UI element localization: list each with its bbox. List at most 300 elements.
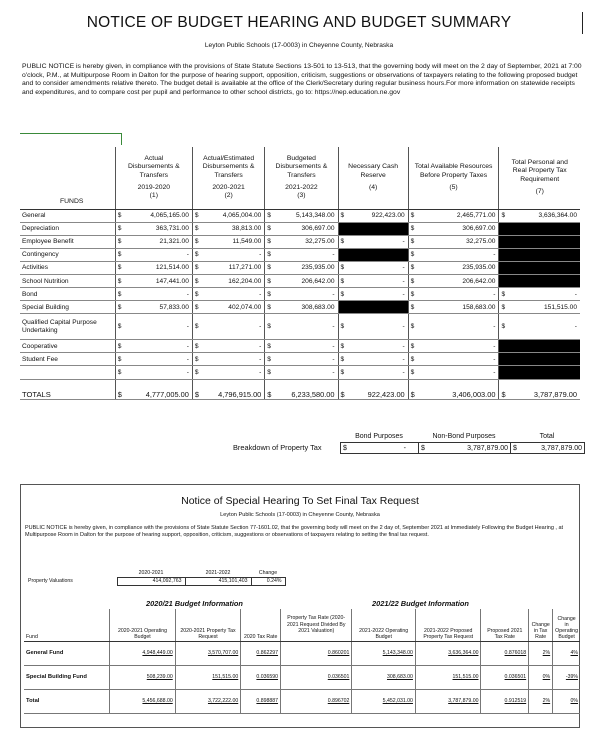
final-cell xyxy=(529,689,553,713)
currency-sign xyxy=(499,353,508,366)
currency-sign: $ xyxy=(338,314,347,340)
final-tax-request-table xyxy=(24,609,580,714)
final-cell xyxy=(110,689,176,713)
currency-sign: $ xyxy=(192,261,201,274)
currency-sign: $ xyxy=(192,314,201,340)
currency-sign: $ xyxy=(265,288,274,301)
cell-c2: - xyxy=(201,340,265,353)
property-valuations-table xyxy=(25,569,286,586)
column-number: (2) xyxy=(224,192,233,200)
final-cell-value: 3,636,364.00 xyxy=(448,650,479,656)
column-year: 2020-2021 xyxy=(212,183,245,191)
final-cell-value: 5,456,688.00 xyxy=(142,698,173,704)
cell-c4: - xyxy=(347,274,409,287)
budget-row xyxy=(20,261,580,274)
column-number: (3) xyxy=(297,192,306,200)
final-cell-value: 5,452,031.00 xyxy=(382,698,413,704)
currency-sign: $ xyxy=(408,353,417,366)
final-cell-value: 3,570,707.00 xyxy=(207,650,239,656)
final-cell-value: 3,787,879.00 xyxy=(448,698,479,704)
final-col-header-8: Change in Tax Rate xyxy=(529,609,553,641)
breakdown-total-value: $ 3,787,879.00 xyxy=(511,443,585,454)
final-cell xyxy=(529,641,553,665)
final-cell-value: 0.876018 xyxy=(504,650,527,656)
final-col-header-1: 2020-2021 Operating Budget xyxy=(110,609,176,641)
fund-name: Contingency xyxy=(20,248,115,261)
cell-c7 xyxy=(508,366,580,379)
currency-sign: $ xyxy=(115,209,124,222)
fund-name: Student Fee xyxy=(20,353,115,366)
cell-c3: 5,143,348.00 xyxy=(273,209,338,222)
cell-c1: 4,065,165.00 xyxy=(124,209,193,222)
cell-c2: 4,065,004.00 xyxy=(201,209,265,222)
final-cell-value: -39% xyxy=(565,674,578,680)
currency-sign xyxy=(338,248,347,261)
fund-name: Cooperative xyxy=(20,340,115,353)
final-fund-name: Special Building Fund xyxy=(24,665,110,689)
currency-sign: $ xyxy=(115,235,124,248)
cell-c7: 151,515.00 xyxy=(508,301,580,314)
total-c4: 922,423.00 xyxy=(347,379,409,399)
cell-c3: - xyxy=(273,366,338,379)
cell-c4: - xyxy=(347,261,409,274)
non-bond-purposes-label: Non-Bond Purposes xyxy=(432,433,496,440)
breakdown-headers xyxy=(340,433,584,440)
final-cell-value: 0% xyxy=(570,698,578,704)
final-col-header-5: 2021-2022 Operating Budget xyxy=(352,609,416,641)
cell-c4: - xyxy=(347,340,409,353)
final-cell xyxy=(175,689,241,713)
final-cell xyxy=(352,689,416,713)
budget-row xyxy=(20,288,580,301)
funds-header: FUNDS xyxy=(20,147,115,209)
cell-c5: - xyxy=(417,248,499,261)
final-col-header-3: 2020 Tax Rate xyxy=(241,609,281,641)
final-cell-value: 0% xyxy=(542,674,551,680)
final-col-header-9: Change in Operating Budget xyxy=(553,609,580,641)
currency-sign: $ xyxy=(408,209,417,222)
currency-sign: $ xyxy=(408,222,417,235)
valuation-2020: 414,092,763 xyxy=(117,577,185,585)
currency-sign: $ xyxy=(499,301,508,314)
currency-sign: $ xyxy=(408,340,417,353)
cell-c7 xyxy=(508,274,580,287)
currency-sign: $ xyxy=(192,209,201,222)
currency-sign: $ xyxy=(408,314,417,340)
currency-sign: $ xyxy=(265,314,274,340)
currency-sign xyxy=(338,222,347,235)
cell-c2: - xyxy=(201,366,265,379)
final-fund-name: General Fund xyxy=(24,641,110,665)
column-title: Total Available Resources Before Property Taxes xyxy=(414,163,493,179)
totals-label: TOTALS xyxy=(20,379,115,399)
currency-sign: $ xyxy=(265,274,274,287)
currency-sign: $ xyxy=(408,261,417,274)
final-cell xyxy=(110,665,176,689)
column-title: Necessary Cash Reserve xyxy=(348,163,399,179)
cell-c2: - xyxy=(201,314,265,340)
final-cell-value: 508,239.00 xyxy=(146,674,173,680)
fund-name: Depreciation xyxy=(20,222,115,235)
currency-sign: $ xyxy=(115,353,124,366)
budget-row xyxy=(20,222,580,235)
cell-c1: - xyxy=(124,366,193,379)
final-cell-value: 151,515.00 xyxy=(212,674,239,680)
title-rule xyxy=(582,12,583,34)
final-cell xyxy=(281,641,352,665)
currency-sign xyxy=(499,235,508,248)
budget-row xyxy=(20,248,580,261)
final-cell-value: 0.036501 xyxy=(327,674,350,680)
cell-c5: - xyxy=(417,288,499,301)
final-cell-value: 2% xyxy=(542,650,551,656)
section-2020-header: 2020/21 Budget Information xyxy=(146,599,243,608)
final-cell xyxy=(481,665,529,689)
currency-sign: $ xyxy=(192,274,201,287)
cell-c5: 306,697.00 xyxy=(417,222,499,235)
final-cell xyxy=(553,689,580,713)
final-cell xyxy=(352,665,416,689)
cell-c7 xyxy=(508,353,580,366)
final-cell xyxy=(241,689,281,713)
totals-row xyxy=(20,379,580,399)
column-header-1 xyxy=(115,147,192,209)
currency-sign: $ xyxy=(499,209,508,222)
currency-sign: $ xyxy=(192,288,201,301)
column-header-4 xyxy=(338,147,408,209)
currency-sign: $ xyxy=(265,353,274,366)
valuation-year-1: 2020-2021 xyxy=(138,569,164,576)
cell-c3: 32,275.00 xyxy=(273,235,338,248)
breakdown-values xyxy=(340,442,585,454)
cell-c4: - xyxy=(347,314,409,340)
valuation-change-label: Change xyxy=(258,569,278,576)
budget-row xyxy=(20,353,580,366)
column-number: (7) xyxy=(535,188,544,196)
column-year: 2021-2022 xyxy=(285,183,318,191)
final-cell xyxy=(553,641,580,665)
final-col-header-2: 2020-2021 Property Tax Request xyxy=(175,609,241,641)
currency-sign: $ xyxy=(265,248,274,261)
currency-sign: $ xyxy=(338,353,347,366)
currency-sign: $ xyxy=(115,314,124,340)
final-fund-name: Total xyxy=(24,689,110,713)
district-subtitle: Leyton Public Schools (17-0003) in Cheyenne County, Nebraska xyxy=(204,42,394,49)
fund-name: General xyxy=(20,209,115,222)
cell-c3: - xyxy=(273,248,338,261)
non-bond-purposes-value: $ 3,787,879.00 xyxy=(419,443,511,454)
section-2021-header: 2021/22 Budget Information xyxy=(372,599,469,608)
hearing-subtitle: Leyton Public Schools (17-0003) in Cheyenne County, Nebraska xyxy=(220,512,380,518)
breakdown-label: Breakdown of Property Tax xyxy=(233,443,322,452)
final-cell xyxy=(415,665,481,689)
column-title: Total Personal and Real Property Tax Requirement xyxy=(511,158,568,183)
currency-sign: $ xyxy=(192,340,201,353)
column-title: Actual/Estimated Disbursements & Transfers xyxy=(202,154,255,179)
currency-sign: $ xyxy=(338,274,347,287)
currency-sign: $ xyxy=(192,301,201,314)
column-header-3 xyxy=(265,147,338,209)
fund-name: School Nutrition xyxy=(20,274,115,287)
final-cell-value: 0.862297 xyxy=(256,650,279,656)
total-label: Total xyxy=(539,433,555,440)
cell-c4: - xyxy=(347,366,409,379)
currency-sign: $ xyxy=(115,274,124,287)
currency-sign: $ xyxy=(115,261,124,274)
cell-c2: 162,204.00 xyxy=(201,274,265,287)
cell-c5: 206,642.00 xyxy=(417,274,499,287)
cell-c3: 206,642.00 xyxy=(273,274,338,287)
budget-row xyxy=(20,274,580,287)
budget-row xyxy=(20,301,580,314)
currency-sign xyxy=(499,340,508,353)
total-c5: 3,406,003.00 xyxy=(417,379,499,399)
currency-sign: $ xyxy=(265,301,274,314)
column-year: 2019-2020 xyxy=(137,183,171,191)
currency-sign xyxy=(499,222,508,235)
currency-sign xyxy=(499,366,508,379)
cell-c3: - xyxy=(273,314,338,340)
cell-c1: - xyxy=(124,288,193,301)
cell-c1: - xyxy=(124,353,193,366)
cell-c1: - xyxy=(124,340,193,353)
currency-sign: $ xyxy=(115,222,124,235)
currency-sign: $ xyxy=(192,235,201,248)
final-cell-value: 3,722,222.00 xyxy=(207,698,239,704)
fund-name: Bond xyxy=(20,288,115,301)
currency-sign: $ xyxy=(265,366,274,379)
total-c1: 4,777,005.00 xyxy=(124,379,193,399)
final-cell-value: 0.036590 xyxy=(256,674,279,680)
currency-sign xyxy=(499,261,508,274)
final-cell-value: 4,948,449.00 xyxy=(142,650,173,656)
cell-c5: 235,935.00 xyxy=(417,261,499,274)
total-c2: 4,796,915.00 xyxy=(201,379,265,399)
cell-c5: 32,275.00 xyxy=(417,235,499,248)
final-cell xyxy=(481,689,529,713)
cell-c2: - xyxy=(201,288,265,301)
currency-sign: $ xyxy=(338,235,347,248)
cell-c2: 117,271.00 xyxy=(201,261,265,274)
property-valuations-label: Property Valuations xyxy=(28,578,73,584)
cell-c4: 922,423.00 xyxy=(347,209,409,222)
column-header-5 xyxy=(408,147,499,209)
budget-table-body xyxy=(20,147,580,399)
currency-sign: $ xyxy=(115,288,124,301)
column-title: Budgeted Disbursements & Transfers xyxy=(275,154,328,179)
currency-sign xyxy=(499,274,508,287)
cell-c4 xyxy=(347,301,409,314)
currency-sign: $ xyxy=(408,301,417,314)
fund-name xyxy=(20,366,115,379)
total-c7: 3,787,879.00 xyxy=(508,379,580,399)
budget-row xyxy=(20,340,580,353)
valuation-2021: 415,101,403 xyxy=(185,577,251,585)
budget-summary-table xyxy=(20,147,580,400)
cell-c4: - xyxy=(347,235,409,248)
cell-c1: - xyxy=(124,248,193,261)
cell-c2: - xyxy=(201,248,265,261)
cell-c2: 402,074.00 xyxy=(201,301,265,314)
currency-sign: $ xyxy=(499,379,508,399)
cell-c3: 306,697.00 xyxy=(273,222,338,235)
final-cell xyxy=(529,665,553,689)
bond-purposes-label: Bond Purposes xyxy=(355,433,403,440)
cell-c5: 158,683.00 xyxy=(417,301,499,314)
budget-header-row xyxy=(20,147,580,209)
cell-c3: - xyxy=(273,288,338,301)
cell-c5: 2,465,771.00 xyxy=(417,209,499,222)
cell-c7: - xyxy=(508,288,580,301)
currency-sign: $ xyxy=(408,288,417,301)
final-table-body xyxy=(24,641,580,713)
currency-sign xyxy=(338,301,347,314)
cell-c7 xyxy=(508,340,580,353)
final-table-header xyxy=(24,609,580,641)
currency-sign: $ xyxy=(338,366,347,379)
hearing-notice-text: PUBLIC NOTICE is hereby given, in compliance with the provisions of State Statute Section 77-1601.02, that the governing body will meet on the 2 day of, September 2021 at Immediately Following the Budget Hearing , at Multipurpose Room in Dalton for the purpose of hearing support, opposition, criticism, suggestions or observations of taxpayers relating to setting the final tax request. xyxy=(25,525,564,538)
currency-sign: $ xyxy=(192,222,201,235)
currency-sign: $ xyxy=(115,248,124,261)
currency-sign: $ xyxy=(338,209,347,222)
currency-sign: $ xyxy=(192,379,201,399)
final-cell-value: 308,683.00 xyxy=(386,674,413,680)
currency-sign: $ xyxy=(338,340,347,353)
cell-c3: 308,683.00 xyxy=(273,301,338,314)
final-cell xyxy=(175,665,241,689)
currency-sign: $ xyxy=(265,340,274,353)
currency-sign: $ xyxy=(265,209,274,222)
cell-c3: 235,935.00 xyxy=(273,261,338,274)
currency-sign: $ xyxy=(408,274,417,287)
fund-name: Qualified Capital Purpose Undertaking xyxy=(20,314,115,340)
final-cell-value: 5,143,348.00 xyxy=(382,650,413,656)
cell-c5: - xyxy=(417,366,499,379)
currency-sign: $ xyxy=(115,301,124,314)
total-c3: 6,233,580.00 xyxy=(273,379,338,399)
cell-c7 xyxy=(508,235,580,248)
currency-sign: $ xyxy=(338,288,347,301)
final-col-header-0: Fund xyxy=(24,609,110,641)
final-cell xyxy=(481,641,529,665)
hearing-title: Notice of Special Hearing To Set Final Tax Request xyxy=(181,495,419,507)
currency-sign: $ xyxy=(499,288,508,301)
currency-sign: $ xyxy=(192,248,201,261)
budget-row xyxy=(20,235,580,248)
column-number: (1) xyxy=(149,192,158,200)
column-header-2 xyxy=(192,147,264,209)
currency-sign: $ xyxy=(499,314,508,340)
cell-c7 xyxy=(508,222,580,235)
cell-c1: 21,321.00 xyxy=(124,235,193,248)
final-cell xyxy=(110,641,176,665)
cell-selection-marker xyxy=(20,133,122,145)
budget-row xyxy=(20,314,580,340)
final-cell xyxy=(553,665,580,689)
final-cell-value: 0.896702 xyxy=(327,698,350,704)
cell-c1: 57,833.00 xyxy=(124,301,193,314)
final-cell-value: 4% xyxy=(570,650,578,656)
final-cell xyxy=(241,641,281,665)
final-cell-value: 151,515.00 xyxy=(452,674,479,680)
final-cell-value: 0.036501 xyxy=(504,674,527,680)
column-number: (4) xyxy=(368,183,378,191)
column-title: Actual Disbursements & Transfers xyxy=(127,154,180,179)
cell-c5: - xyxy=(417,353,499,366)
fund-name: Special Building xyxy=(20,301,115,314)
valuation-year-2: 2021-2022 xyxy=(205,569,231,576)
cell-c7 xyxy=(508,261,580,274)
currency-sign: $ xyxy=(265,222,274,235)
final-col-header-4: Property Tax Rate (2020-2021 Request Divided By 2021 Valuation) xyxy=(281,609,352,641)
currency-sign: $ xyxy=(338,379,347,399)
cell-c5: - xyxy=(417,314,499,340)
valuation-change: 0.24% xyxy=(251,577,285,585)
currency-sign: $ xyxy=(265,235,274,248)
cell-c5: - xyxy=(417,340,499,353)
final-cell-value: 2% xyxy=(542,698,551,704)
final-cell xyxy=(281,689,352,713)
final-cell-value: 0.860201 xyxy=(327,650,350,656)
final-cell xyxy=(241,665,281,689)
budget-row xyxy=(20,366,580,379)
cell-c2: 38,813.00 xyxy=(201,222,265,235)
final-cell xyxy=(415,689,481,713)
final-row xyxy=(24,641,580,665)
fund-name: Activities xyxy=(20,261,115,274)
cell-c1: 121,514.00 xyxy=(124,261,193,274)
final-col-header-6: 2021-2022 Proposed Property Tax Request xyxy=(415,609,481,641)
budget-row xyxy=(20,209,580,222)
column-number: (5) xyxy=(449,183,458,191)
currency-sign: $ xyxy=(115,340,124,353)
final-cell xyxy=(175,641,241,665)
currency-sign: $ xyxy=(408,235,417,248)
final-cell xyxy=(281,665,352,689)
cell-c4: - xyxy=(347,288,409,301)
cell-c2: 11,549.00 xyxy=(201,235,265,248)
currency-sign: $ xyxy=(408,379,417,399)
final-cell-value: 0.912519 xyxy=(504,698,527,704)
final-col-header-7: Proposed 2021 Tax Rate xyxy=(481,609,529,641)
bond-purposes-value: $ - xyxy=(341,443,419,454)
cell-c7 xyxy=(508,248,580,261)
cell-c1: 147,441.00 xyxy=(124,274,193,287)
cell-c4 xyxy=(347,222,409,235)
currency-sign: $ xyxy=(192,353,201,366)
currency-sign: $ xyxy=(265,261,274,274)
currency-sign xyxy=(499,248,508,261)
final-cell-value: 0.898887 xyxy=(256,698,279,704)
currency-sign: $ xyxy=(338,261,347,274)
currency-sign: $ xyxy=(408,366,417,379)
currency-sign: $ xyxy=(265,379,274,399)
currency-sign: $ xyxy=(192,366,201,379)
cell-c3: - xyxy=(273,353,338,366)
currency-sign: $ xyxy=(115,379,124,399)
cell-c1: 363,731.00 xyxy=(124,222,193,235)
final-cell xyxy=(415,641,481,665)
cell-c3: - xyxy=(273,340,338,353)
cell-c4 xyxy=(347,248,409,261)
cell-c2: - xyxy=(201,353,265,366)
page-title: NOTICE OF BUDGET HEARING AND BUDGET SUMMARY xyxy=(86,14,512,31)
fund-name: Employee Benefit xyxy=(20,235,115,248)
budget-notice-text: PUBLIC NOTICE is hereby given, in compliance with the provisions of State Statute Sections 13-501 to 13-513, that the governing body will meet on the 2 day of September, 2021 at 7:00 o'clock, P.M., at Multipurpose Room in Dalton for the purpose of hearing support, opposition, criticism, suggestions or observations of taxpayers relating to the following proposed budget and to consider amendments relative thereto. The budget detail is available at the office of the Clerk/Secretary during regular business hours.For more information on statewide receipts and expenditures, and to compare cost per pupil and performance to other school districts, go to: https://nep.education.ne.gov xyxy=(22,63,582,96)
final-row xyxy=(24,689,580,713)
final-cell xyxy=(352,641,416,665)
column-header-6 xyxy=(499,147,580,209)
